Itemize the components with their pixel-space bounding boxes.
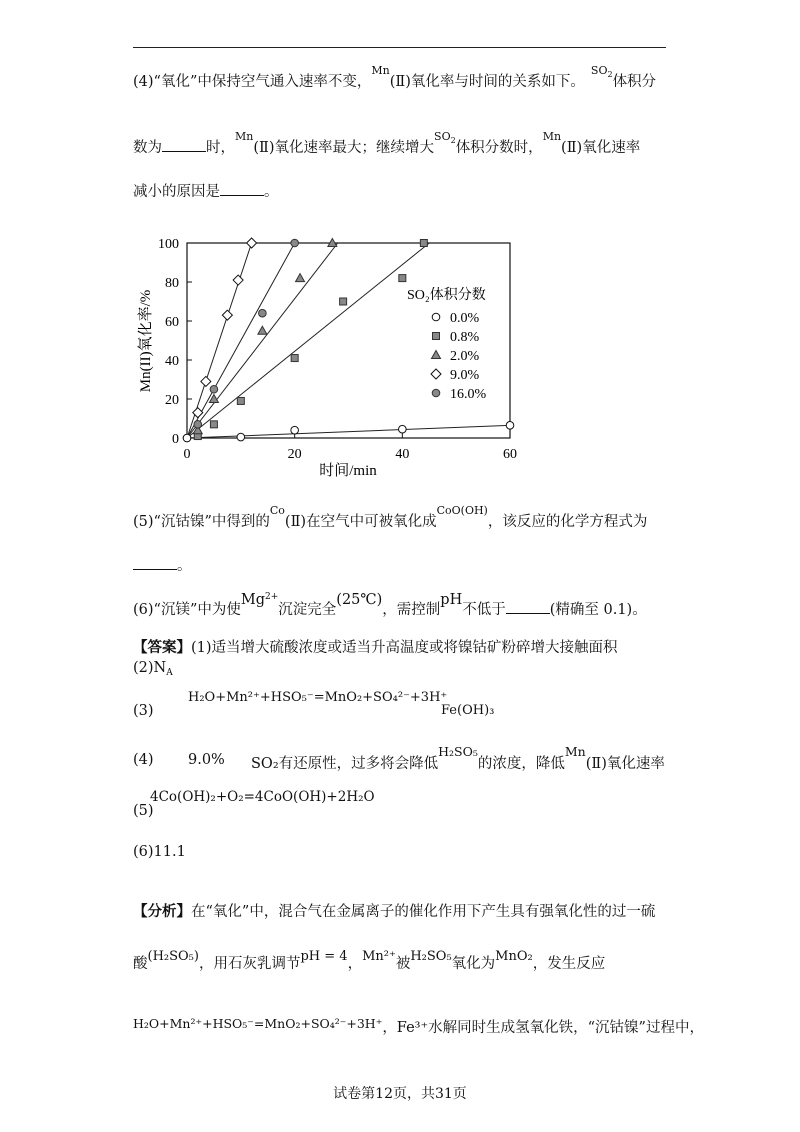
data-point-0.8% [210, 421, 217, 428]
answer-a5-eq: 4Co(OH)₂+O₂=4CoO(OH)+2H₂O [150, 789, 375, 805]
analysis-line2: 酸(H₂SO₅)，用石灰乳调节pH = 4，Mn²⁺被H₂SO₅氧化为MnO₂，发生反应 [133, 949, 606, 972]
q4-line2: 数为 时，$^{Mn}$(Ⅱ)氧化速率最大；继续增大$^{SO_2}$体积分数时，$^{Mn}$(Ⅱ)氧化速率 [133, 130, 641, 156]
data-point-2.0% [296, 274, 305, 282]
legend-label: 9.0% [450, 368, 480, 383]
q4-line3: 减小的原因是 。 [133, 184, 279, 200]
y-axis-label: Mn(II)氧化率/% [138, 289, 154, 393]
data-point-9.0% [201, 376, 211, 386]
data-point-9.0% [233, 275, 243, 285]
data-point-0.0% [506, 422, 514, 430]
answer-a4-text: SO₂有还原性，过多将会降低H₂SO₅的浓度，降低Mn(Ⅱ)氧化速率 [251, 744, 665, 772]
legend-title: SO₂体积分数 [407, 288, 486, 303]
data-point-16.0% [291, 239, 299, 247]
y-tick-label: 0 [172, 432, 179, 447]
answer-blank[interactable] [133, 557, 177, 570]
x-tick-label: 0 [183, 447, 191, 462]
answer-a6: (6)11.1 [133, 844, 186, 860]
analysis-line1: 【分析】在“氧化”中，混合气在金属离子的催化作用下产生具有强氧化性的过一硫 [133, 903, 656, 920]
analysis-line3: H₂O+Mn²⁺+HSO₅⁻=MnO₂+SO₄²⁻+3H⁺，Fe³⁺水解同时生成氢氧化铁，“沉钴镍”过程中， [133, 1016, 704, 1036]
top-rule [133, 47, 666, 48]
series-line-16.0% [187, 243, 295, 438]
answer-a4-val: 9.0% [188, 752, 225, 768]
data-point-0.0% [399, 425, 407, 433]
x-tick-label: 60 [503, 447, 517, 462]
q6-line: (6)“沉镁”中为使$Mg^{2+}$沉淀完全(25℃)，需控制pH不低于 (精确至 0.1)。 [133, 592, 647, 618]
data-point-0.0% [183, 434, 191, 442]
y-tick-label: 20 [165, 393, 179, 408]
q5-line2: 。 [133, 554, 192, 575]
data-point-0.8% [399, 275, 406, 282]
y-tick-label: 100 [158, 237, 179, 252]
answer-a5-label: (5) [133, 803, 154, 819]
answer-a2: $(2)N_A$ [133, 660, 173, 678]
oxidation-rate-chart [130, 225, 530, 485]
y-tick-label: 80 [165, 276, 179, 291]
answer-a3-label: (3) [133, 703, 154, 719]
legend-marker-16.0% [432, 389, 440, 397]
legend-marker-2.0% [432, 351, 441, 359]
legend-marker-0.0% [432, 313, 440, 321]
legend-label: 0.8% [450, 330, 480, 345]
series-line-0.0% [187, 425, 510, 438]
data-point-2.0% [258, 326, 267, 334]
answer-blank[interactable] [506, 601, 550, 614]
data-point-16.0% [210, 385, 218, 393]
data-point-16.0% [194, 421, 202, 429]
data-point-0.8% [340, 298, 347, 305]
legend-marker-9.0% [431, 369, 441, 379]
data-point-0.8% [291, 355, 298, 362]
page-footer: 试卷第12页，共31页 [333, 1086, 467, 1102]
series-line-2.0% [187, 243, 338, 438]
answer-blank[interactable] [162, 139, 206, 152]
legend-label: 2.0% [450, 349, 480, 364]
answer-a3-feoh: Fe(OH)₃ [441, 703, 495, 718]
data-point-0.0% [291, 426, 299, 434]
data-point-0.8% [420, 240, 427, 247]
data-point-16.0% [259, 309, 267, 317]
legend-label: 0.0% [450, 311, 480, 326]
q5-line1: (5)“沉钴镍”中得到的$^{Co}$(Ⅱ)在空气中可被氧化成$^{CoO(OH)}$，该反应的化学方程式为 [133, 504, 648, 530]
data-point-0.0% [237, 433, 245, 441]
series-line-0.8% [187, 243, 429, 438]
answer-a4-label: (4) [133, 752, 154, 768]
data-point-0.8% [237, 397, 244, 404]
answer-blank[interactable] [220, 183, 264, 196]
legend-marker-0.8% [433, 333, 440, 340]
x-axis-label: 时间/min [319, 463, 377, 479]
data-point-9.0% [247, 238, 257, 248]
legend-label: 16.0% [450, 387, 487, 402]
data-point-9.0% [222, 310, 232, 320]
y-tick-label: 60 [165, 315, 179, 330]
y-tick-label: 40 [165, 354, 179, 369]
answer-a1: 【答案】(1)适当增大硫酸浓度或适当升高温度或将镍钴矿粉碎增大接触面积 [133, 639, 618, 656]
q4-line1: (4)“氧化”中保持空气通入速率不变，$^{Mn}$(Ⅱ)氧化率与时间的关系如下。$^{SO_2}$体积分 [133, 64, 657, 90]
answer-a3-eq: H₂O+Mn²⁺+HSO₅⁻=MnO₂+SO₄²⁻+3H⁺ [188, 690, 448, 705]
x-tick-label: 20 [287, 447, 302, 462]
x-tick-label: 40 [395, 447, 410, 462]
